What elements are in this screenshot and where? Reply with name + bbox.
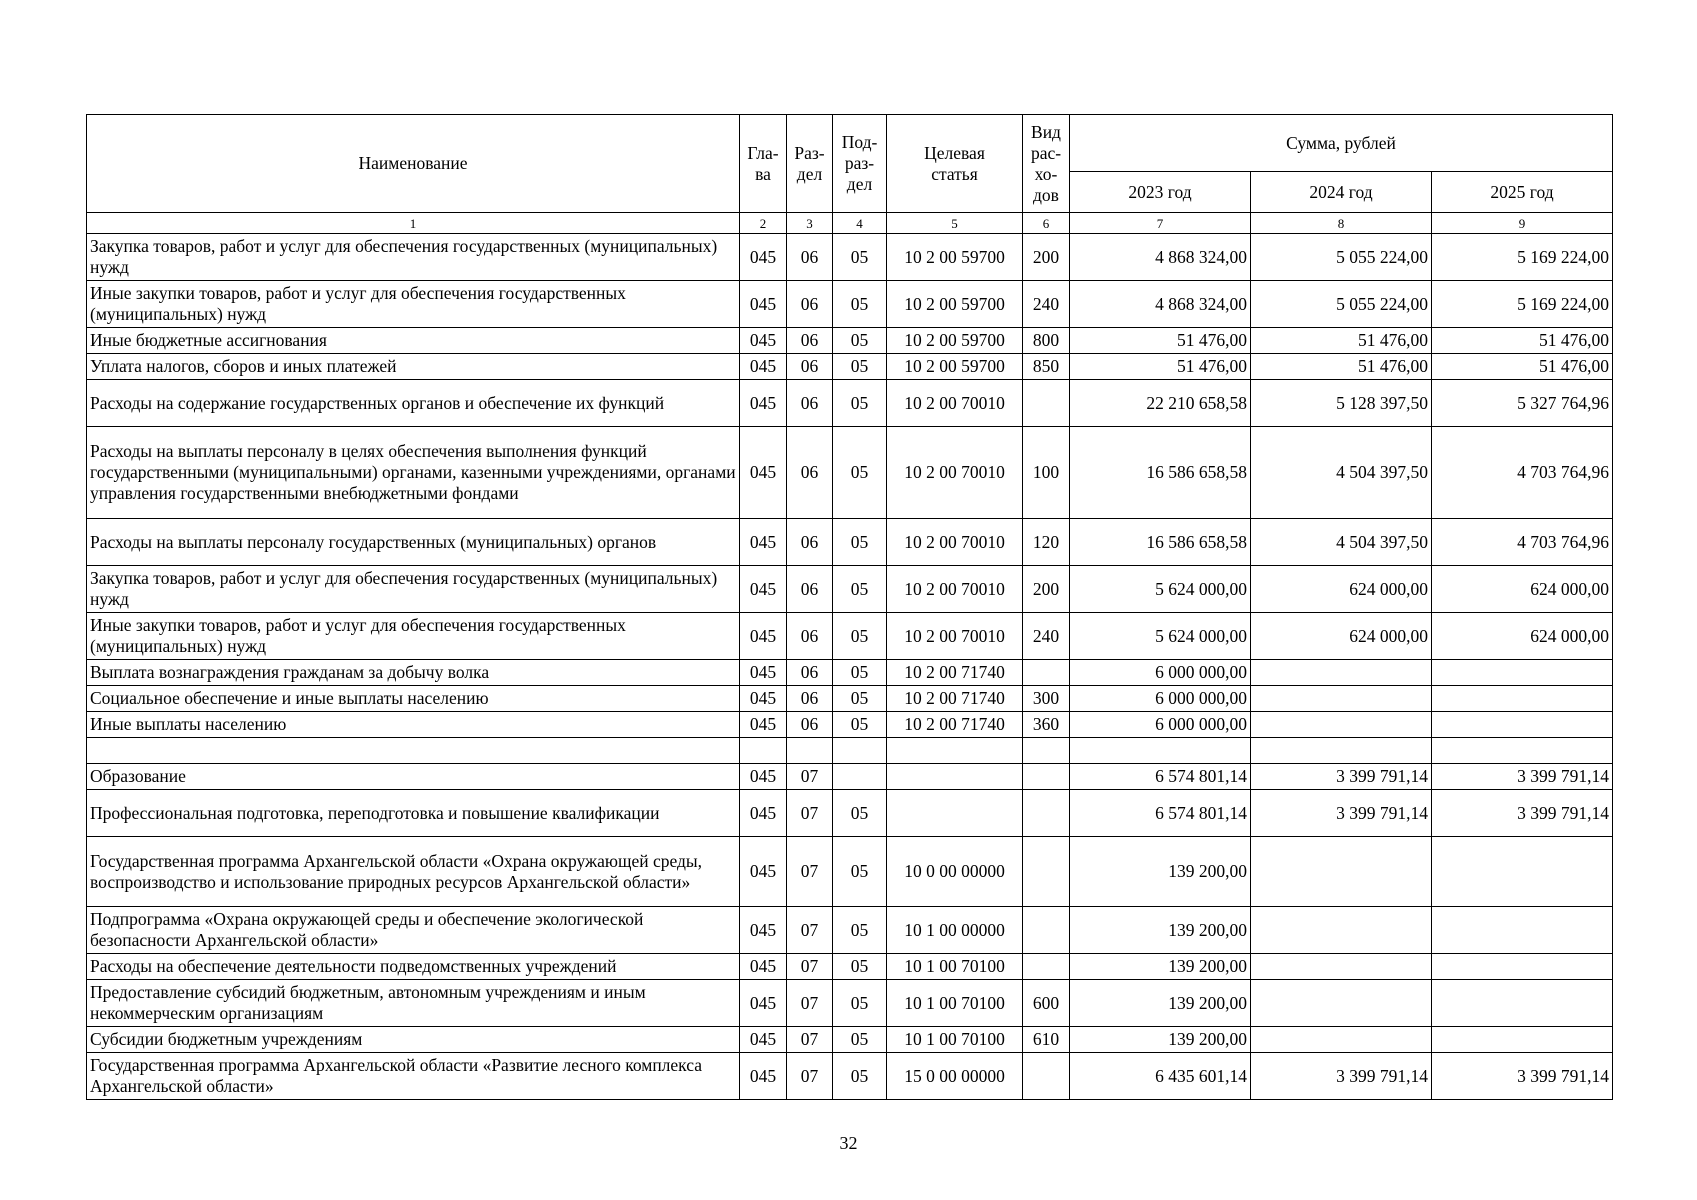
- row-name: Закупка товаров, работ и услуг для обеспечения государственных (муниципальных) нужд: [87, 234, 740, 281]
- row-razdel: 07: [787, 1053, 833, 1100]
- row-sum-2023: 6 000 000,00: [1070, 712, 1251, 738]
- row-sum-2024: 3 399 791,14: [1251, 1053, 1432, 1100]
- row-podrazdel: 05: [833, 980, 887, 1027]
- row-celevaya: 10 2 00 71740: [887, 712, 1023, 738]
- row-name: Предоставление субсидий бюджетным, автономным учреждениям и иным некоммерческим организациям: [87, 980, 740, 1027]
- row-name: Выплата вознаграждения гражданам за добычу волка: [87, 660, 740, 686]
- row-podrazdel: 05: [833, 686, 887, 712]
- header-name: Наименование: [87, 115, 740, 213]
- row-podrazdel: 05: [833, 566, 887, 613]
- row-vid: 100: [1023, 427, 1070, 519]
- column-number: 4: [833, 213, 887, 234]
- row-vid: 200: [1023, 566, 1070, 613]
- row-sum-2024: 5 055 224,00: [1251, 281, 1432, 328]
- header-year-2024: 2024 год: [1251, 172, 1432, 213]
- row-razdel: 06: [787, 686, 833, 712]
- column-number: 2: [740, 213, 787, 234]
- row-vid: 610: [1023, 1027, 1070, 1053]
- row-glava: 045: [740, 837, 787, 907]
- row-sum-2023: 6 000 000,00: [1070, 660, 1251, 686]
- row-vid: 600: [1023, 980, 1070, 1027]
- row-vid: 300: [1023, 686, 1070, 712]
- table-row: [87, 234, 1613, 281]
- row-name: Социальное обеспечение и иные выплаты населению: [87, 686, 740, 712]
- row-name: Подпрограмма «Охрана окружающей среды и обеспечение экологической безопасности Архангельской области»: [87, 907, 740, 954]
- header-year-2025: 2025 год: [1432, 172, 1613, 213]
- row-glava: 045: [740, 954, 787, 980]
- row-sum-2023: 51 476,00: [1070, 328, 1251, 354]
- row-name: Субсидии бюджетным учреждениям: [87, 1027, 740, 1053]
- row-glava: 045: [740, 907, 787, 954]
- header-glava: Гла- ва: [740, 115, 787, 213]
- row-podrazdel: 05: [833, 660, 887, 686]
- table-row-empty: [87, 738, 1613, 764]
- table-row: [87, 1053, 1613, 1100]
- row-sum-2023: [1070, 738, 1251, 764]
- row-celevaya: 10 2 00 71740: [887, 660, 1023, 686]
- row-vid: 240: [1023, 281, 1070, 328]
- row-vid: 120: [1023, 519, 1070, 566]
- row-glava: 045: [740, 764, 787, 790]
- row-glava: 045: [740, 660, 787, 686]
- row-vid: 200: [1023, 234, 1070, 281]
- row-sum-2025: 51 476,00: [1432, 328, 1613, 354]
- row-glava: 045: [740, 1027, 787, 1053]
- row-sum-2024: [1251, 1027, 1432, 1053]
- row-name: Уплата налогов, сборов и иных платежей: [87, 354, 740, 380]
- row-celevaya: 10 0 00 00000: [887, 837, 1023, 907]
- row-sum-2023: 5 624 000,00: [1070, 566, 1251, 613]
- row-sum-2025: 624 000,00: [1432, 613, 1613, 660]
- row-sum-2023: 16 586 658,58: [1070, 427, 1251, 519]
- row-sum-2023: 4 868 324,00: [1070, 281, 1251, 328]
- table-row: [87, 660, 1613, 686]
- row-celevaya: 10 2 00 70010: [887, 613, 1023, 660]
- row-sum-2023: 22 210 658,58: [1070, 380, 1251, 427]
- row-razdel: 07: [787, 954, 833, 980]
- row-razdel: 07: [787, 790, 833, 837]
- row-sum-2025: [1432, 954, 1613, 980]
- table-row: [87, 837, 1613, 907]
- row-sum-2025: 624 000,00: [1432, 566, 1613, 613]
- row-podrazdel: 05: [833, 613, 887, 660]
- row-sum-2024: [1251, 837, 1432, 907]
- row-razdel: 06: [787, 281, 833, 328]
- row-sum-2025: 3 399 791,14: [1432, 790, 1613, 837]
- row-name: Расходы на выплаты персоналу в целях обеспечения выполнения функций государственными (муниципальными) органами, казенными учреждениями, органами управления государственными внебюджетными фондами: [87, 427, 740, 519]
- row-sum-2024: [1251, 907, 1432, 954]
- row-sum-2024: 4 504 397,50: [1251, 519, 1432, 566]
- row-razdel: 07: [787, 980, 833, 1027]
- row-vid: 800: [1023, 328, 1070, 354]
- column-number: 7: [1070, 213, 1251, 234]
- row-sum-2025: [1432, 907, 1613, 954]
- row-razdel: 07: [787, 907, 833, 954]
- row-celevaya: 10 2 00 59700: [887, 328, 1023, 354]
- row-razdel: 06: [787, 427, 833, 519]
- row-celevaya: 10 2 00 70010: [887, 427, 1023, 519]
- row-razdel: 06: [787, 660, 833, 686]
- row-sum-2023: 5 624 000,00: [1070, 613, 1251, 660]
- row-name: Иные закупки товаров, работ и услуг для обеспечения государственных (муниципальных) нужд: [87, 281, 740, 328]
- row-sum-2023: 6 574 801,14: [1070, 790, 1251, 837]
- row-sum-2024: 5 055 224,00: [1251, 234, 1432, 281]
- row-sum-2024: [1251, 686, 1432, 712]
- row-vid: 240: [1023, 613, 1070, 660]
- column-number: 5: [887, 213, 1023, 234]
- table-row: [87, 427, 1613, 519]
- table-row: [87, 380, 1613, 427]
- row-vid: [1023, 660, 1070, 686]
- row-glava: 045: [740, 328, 787, 354]
- header-year-2023: 2023 год: [1070, 172, 1251, 213]
- row-celevaya: 10 2 00 71740: [887, 686, 1023, 712]
- row-glava: 045: [740, 686, 787, 712]
- header-summa: Сумма, рублей: [1070, 115, 1613, 172]
- row-celevaya: [887, 764, 1023, 790]
- table-row: [87, 686, 1613, 712]
- row-podrazdel: [833, 764, 887, 790]
- row-sum-2024: 624 000,00: [1251, 566, 1432, 613]
- row-sum-2025: 51 476,00: [1432, 354, 1613, 380]
- row-vid: [1023, 837, 1070, 907]
- row-sum-2023: 139 200,00: [1070, 954, 1251, 980]
- row-sum-2023: 51 476,00: [1070, 354, 1251, 380]
- row-name: Расходы на выплаты персоналу государственных (муниципальных) органов: [87, 519, 740, 566]
- column-number: 1: [87, 213, 740, 234]
- page-number: 32: [839, 1133, 858, 1153]
- row-celevaya: [887, 790, 1023, 837]
- table-row: [87, 566, 1613, 613]
- row-glava: [740, 738, 787, 764]
- row-sum-2024: [1251, 954, 1432, 980]
- row-name: Иные закупки товаров, работ и услуг для обеспечения государственных (муниципальных) нужд: [87, 613, 740, 660]
- row-razdel: 06: [787, 712, 833, 738]
- row-podrazdel: [833, 738, 887, 764]
- row-sum-2025: [1432, 660, 1613, 686]
- row-vid: [1023, 380, 1070, 427]
- column-number: 3: [787, 213, 833, 234]
- row-podrazdel: 05: [833, 328, 887, 354]
- row-celevaya: 10 1 00 70100: [887, 980, 1023, 1027]
- row-razdel: 06: [787, 613, 833, 660]
- row-celevaya: 10 2 00 59700: [887, 281, 1023, 328]
- row-name: Иные бюджетные ассигнования: [87, 328, 740, 354]
- row-glava: 045: [740, 354, 787, 380]
- row-glava: 045: [740, 427, 787, 519]
- row-sum-2025: 4 703 764,96: [1432, 519, 1613, 566]
- row-sum-2023: 16 586 658,58: [1070, 519, 1251, 566]
- row-vid: [1023, 738, 1070, 764]
- row-celevaya: 10 2 00 59700: [887, 354, 1023, 380]
- table-row: [87, 328, 1613, 354]
- row-podrazdel: 05: [833, 354, 887, 380]
- row-podrazdel: 05: [833, 234, 887, 281]
- row-name: Расходы на обеспечение деятельности подведомственных учреждений: [87, 954, 740, 980]
- row-vid: 850: [1023, 354, 1070, 380]
- row-celevaya: 10 2 00 70010: [887, 566, 1023, 613]
- row-celevaya: 10 1 00 70100: [887, 954, 1023, 980]
- row-razdel: 07: [787, 1027, 833, 1053]
- row-vid: [1023, 954, 1070, 980]
- row-celevaya: 10 2 00 70010: [887, 380, 1023, 427]
- row-razdel: 06: [787, 519, 833, 566]
- row-name: Профессиональная подготовка, переподготовка и повышение квалификации: [87, 790, 740, 837]
- row-razdel: 06: [787, 354, 833, 380]
- row-sum-2025: [1432, 1027, 1613, 1053]
- row-sum-2024: 51 476,00: [1251, 328, 1432, 354]
- row-sum-2025: 3 399 791,14: [1432, 1053, 1613, 1100]
- table-row: [87, 281, 1613, 328]
- row-razdel: 06: [787, 380, 833, 427]
- row-glava: 045: [740, 380, 787, 427]
- row-podrazdel: 05: [833, 281, 887, 328]
- row-celevaya: 10 2 00 59700: [887, 234, 1023, 281]
- table-row: [87, 712, 1613, 738]
- row-podrazdel: 05: [833, 954, 887, 980]
- table-row: [87, 980, 1613, 1027]
- row-sum-2023: 6 435 601,14: [1070, 1053, 1251, 1100]
- row-sum-2023: 4 868 324,00: [1070, 234, 1251, 281]
- row-celevaya: 10 1 00 70100: [887, 1027, 1023, 1053]
- row-sum-2024: 5 128 397,50: [1251, 380, 1432, 427]
- row-sum-2025: [1432, 837, 1613, 907]
- row-vid: [1023, 1053, 1070, 1100]
- row-podrazdel: 05: [833, 837, 887, 907]
- row-razdel: 06: [787, 566, 833, 613]
- column-number: 8: [1251, 213, 1432, 234]
- row-sum-2025: [1432, 980, 1613, 1027]
- row-sum-2025: 5 169 224,00: [1432, 234, 1613, 281]
- row-podrazdel: 05: [833, 427, 887, 519]
- row-glava: 045: [740, 1053, 787, 1100]
- row-glava: 045: [740, 234, 787, 281]
- table-row: [87, 764, 1613, 790]
- row-sum-2024: 3 399 791,14: [1251, 790, 1432, 837]
- row-glava: 045: [740, 566, 787, 613]
- row-sum-2024: [1251, 660, 1432, 686]
- row-vid: 360: [1023, 712, 1070, 738]
- header-podrazdel: Под- раз- дел: [833, 115, 887, 213]
- row-celevaya: 15 0 00 00000: [887, 1053, 1023, 1100]
- row-name: Государственная программа Архангельской области «Развитие лесного комплекса Архангельской области»: [87, 1053, 740, 1100]
- row-name: Закупка товаров, работ и услуг для обеспечения государственных (муниципальных) нужд: [87, 566, 740, 613]
- row-sum-2024: [1251, 712, 1432, 738]
- row-sum-2024: [1251, 738, 1432, 764]
- column-numbers-row: [87, 213, 1613, 234]
- row-sum-2025: [1432, 712, 1613, 738]
- row-sum-2025: 5 327 764,96: [1432, 380, 1613, 427]
- row-podrazdel: 05: [833, 519, 887, 566]
- row-sum-2024: 624 000,00: [1251, 613, 1432, 660]
- row-podrazdel: 05: [833, 1027, 887, 1053]
- row-podrazdel: 05: [833, 712, 887, 738]
- row-glava: 045: [740, 613, 787, 660]
- table-row: [87, 613, 1613, 660]
- row-razdel: 07: [787, 837, 833, 907]
- row-sum-2025: 4 703 764,96: [1432, 427, 1613, 519]
- row-celevaya: [887, 738, 1023, 764]
- row-sum-2023: 139 200,00: [1070, 1027, 1251, 1053]
- table-row: [87, 907, 1613, 954]
- row-glava: 045: [740, 712, 787, 738]
- row-sum-2024: 4 504 397,50: [1251, 427, 1432, 519]
- row-sum-2024: [1251, 980, 1432, 1027]
- table-row: [87, 954, 1613, 980]
- row-razdel: [787, 738, 833, 764]
- table-row: [87, 519, 1613, 566]
- row-vid: [1023, 790, 1070, 837]
- row-sum-2024: 51 476,00: [1251, 354, 1432, 380]
- row-sum-2025: 5 169 224,00: [1432, 281, 1613, 328]
- row-vid: [1023, 764, 1070, 790]
- row-glava: 045: [740, 980, 787, 1027]
- row-sum-2025: [1432, 738, 1613, 764]
- table-row: [87, 1027, 1613, 1053]
- row-podrazdel: 05: [833, 907, 887, 954]
- row-name: Расходы на содержание государственных органов и обеспечение их функций: [87, 380, 740, 427]
- row-sum-2023: 6 000 000,00: [1070, 686, 1251, 712]
- table-row: [87, 790, 1613, 837]
- header-celevaya-statya: Целевая статья: [887, 115, 1023, 213]
- row-sum-2024: 3 399 791,14: [1251, 764, 1432, 790]
- row-sum-2023: 6 574 801,14: [1070, 764, 1251, 790]
- row-sum-2023: 139 200,00: [1070, 907, 1251, 954]
- column-number: 6: [1023, 213, 1070, 234]
- row-sum-2023: 139 200,00: [1070, 837, 1251, 907]
- row-podrazdel: 05: [833, 1053, 887, 1100]
- row-name: Образование: [87, 764, 740, 790]
- column-number: 9: [1432, 213, 1613, 234]
- budget-table: [86, 114, 1613, 1100]
- header-razdel: Раз- дел: [787, 115, 833, 213]
- row-glava: 045: [740, 281, 787, 328]
- row-glava: 045: [740, 790, 787, 837]
- row-glava: 045: [740, 519, 787, 566]
- row-celevaya: 10 2 00 70010: [887, 519, 1023, 566]
- row-sum-2023: 139 200,00: [1070, 980, 1251, 1027]
- row-razdel: 06: [787, 234, 833, 281]
- row-celevaya: 10 1 00 00000: [887, 907, 1023, 954]
- row-name: Государственная программа Архангельской области «Охрана окружающей среды, воспроизводство и использование природных ресурсов Архангельской области»: [87, 837, 740, 907]
- row-sum-2025: 3 399 791,14: [1432, 764, 1613, 790]
- row-name: Иные выплаты населению: [87, 712, 740, 738]
- row-podrazdel: 05: [833, 790, 887, 837]
- row-razdel: 06: [787, 328, 833, 354]
- row-podrazdel: 05: [833, 380, 887, 427]
- row-sum-2025: [1432, 686, 1613, 712]
- header-vid-rashodov: Вид рас- хо- дов: [1023, 115, 1070, 213]
- row-vid: [1023, 907, 1070, 954]
- table-row: [87, 354, 1613, 380]
- row-name: [87, 738, 740, 764]
- row-razdel: 07: [787, 764, 833, 790]
